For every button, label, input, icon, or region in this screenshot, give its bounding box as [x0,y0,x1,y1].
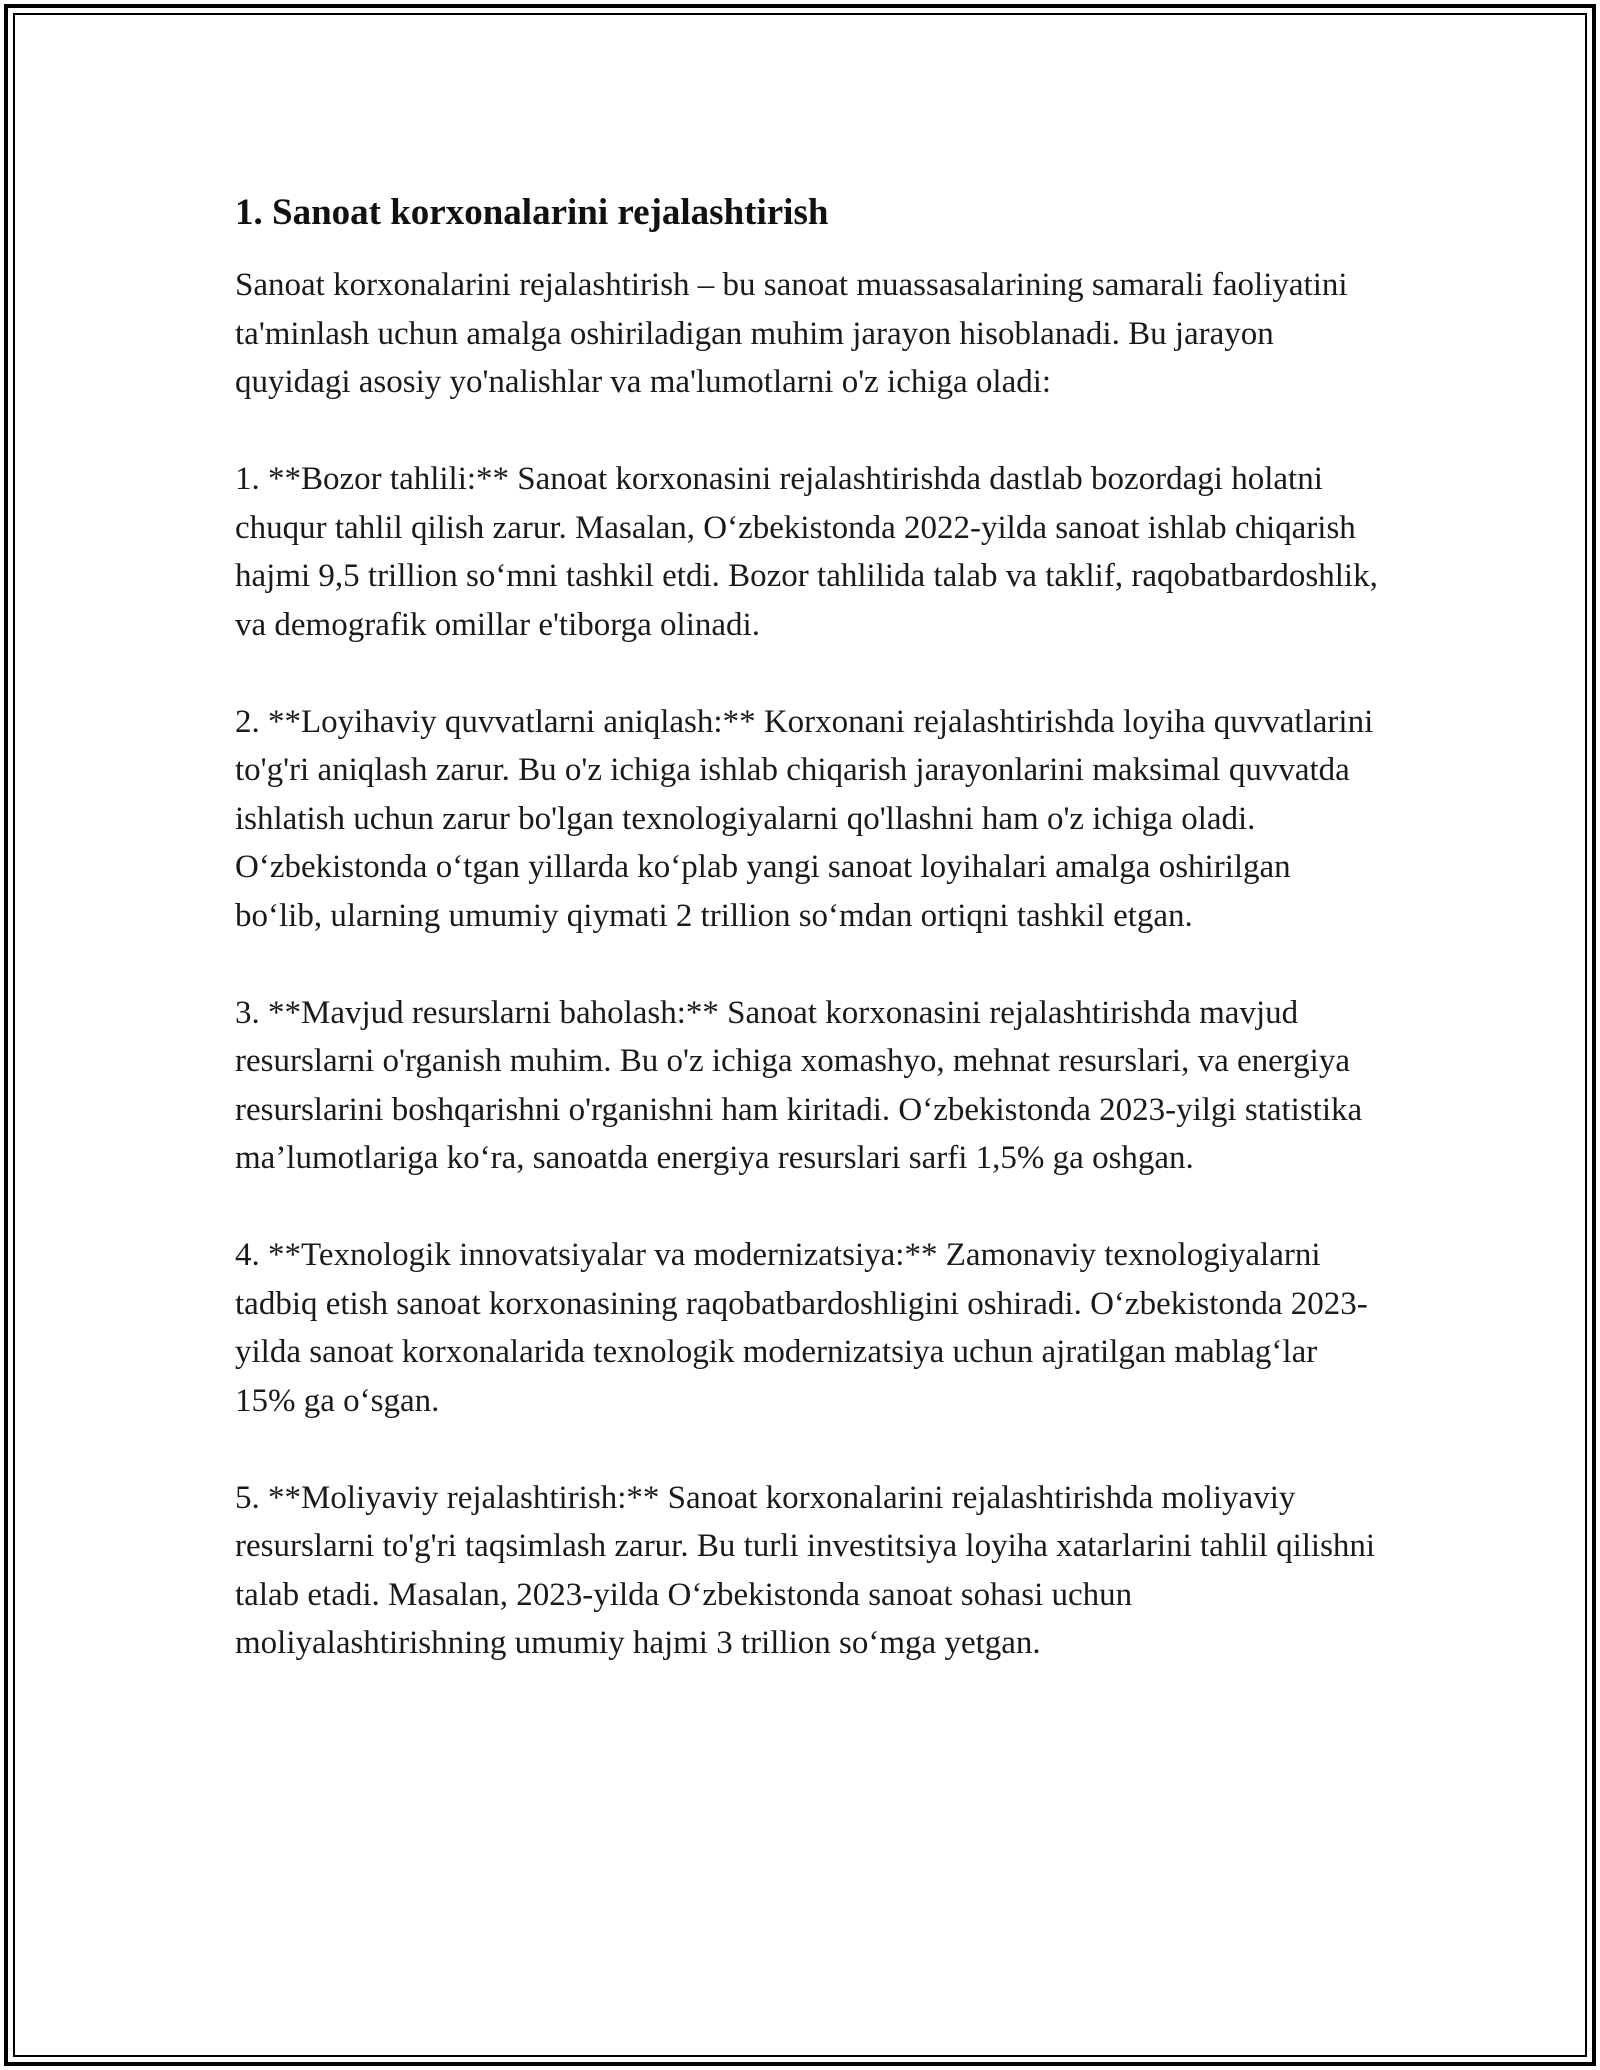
list-item-moliyaviy-rejalashtirish: 5. **Moliyaviy rejalashtirish:** Sanoat korxonalarini rejalashtirishda moliyaviy resurslarni to'g'ri taqsimlash zarur. Bu turli investitsiya loyiha xatarlarini tahlil qilishni talab etadi. Masalan, 2023-yilda O‘zbekistonda sanoat sohasi uchun moliyalashtirishning umumiy hajmi 3 trillion so‘mga yetgan. [235,1479,1376,1661]
list-item-loyihaviy-quvvatlar: 2. **Loyihaviy quvvatlarni aniqlash:** Korxonani rejalashtirishda loyiha quvvatlarini to'g'ri aniqlash zarur. Bu o'z ichiga ishlab chiqarish jarayonlarini maksimal quvvatda ishlatish uchun zarur bo'lgan texnologiyalarni qo'llashni ham o'z ichiga oladi. O‘zbekistonda o‘tgan yillarda ko‘plab yangi sanoat loyihalari amalga oshirilgan bo‘lib, ularning umumiy qiymati 2 trillion so‘mdan ortiqni tashkil etgan. [235,703,1374,934]
list-item-mavjud-resurslar: 3. **Mavjud resurslarni baholash:** Sanoat korxonasini rejalashtirishda mavjud resurslarni o'rganish muhim. Bu o'z ichiga xomashyo, mehnat resurslari, va energiya resurslarini boshqarishni o'rganishni ham kiritadi. O‘zbekistonda 2023-yilgi statistika ma’lumotlariga ko‘ra, sanoatda energiya resurslari sarfi 1,5% ga oshgan. [235,994,1363,1176]
section-title: 1. Sanoat korxonalarini rejalashtirish [235,192,829,233]
list-item-texnologik-innovatsiyalar: 4. **Texnologik innovatsiyalar va modernizatsiya:** Zamonaviy texnologiyalarni tadbiq etish sanoat korxonasining raqobatbardoshligini oshiradi. O‘zbekistonda 2023-yilda sanoat korxonalarida texnologik modernizatsiya uchun ajratilgan mablag‘lar 15% ga o‘sgan. [235,1237,1368,1419]
intro-paragraph: Sanoat korxonalarini rejalashtirish – bu sanoat muassasalarining samarali faoliyatini ta'minlash uchun amalga oshiriladigan muhim jarayon hisoblanadi. Bu jarayon quyidagi asosiy yo'nalishlar va ma'lumotlarni o'z ichiga oladi: [235,267,1348,400]
list-item-bozor-tahlili: 1. **Bozor tahlili:** Sanoat korxonasini rejalashtirishda dastlab bozordagi holatni chuqur tahlil qilish zarur. Masalan, O‘zbekistonda 2022-yilda sanoat ishlab chiqarish hajmi 9,5 trillion so‘mni tashkil etdi. Bozor tahlilida talab va taklif, raqobatbardoshlik, va demografik omillar e'tiborga olinadi. [235,461,1378,643]
document-body [235,185,1385,1668]
